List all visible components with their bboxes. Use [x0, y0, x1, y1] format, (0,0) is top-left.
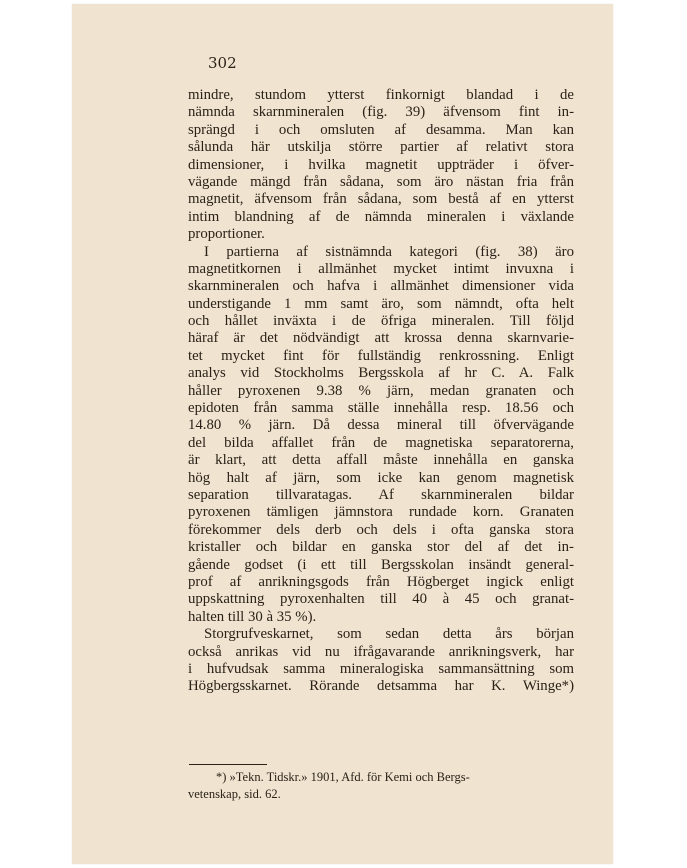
text-line: separation tillvaratagas. Af skarnmineralen bildar: [188, 486, 574, 503]
text-line: också anrikas vid nu ifrågavarande anrikningsverk, har: [188, 643, 574, 660]
text-line: kristaller och bildar en ganska stor del af det in-: [188, 539, 574, 556]
footnote-rule: [189, 764, 267, 765]
page-number: 302: [208, 54, 237, 72]
text-line: nämnda skarnmineralen (fig. 39) äfvensom fint in-: [188, 104, 574, 121]
text-line: häraf är det nödvändigt att krossa denna skarnvarie-: [188, 330, 574, 347]
text-line: skarnmineralen och hafva i allmänhet dimensioner vida: [188, 278, 574, 295]
text-line: halten till 30 à 35 %).: [188, 608, 317, 625]
text-line: magnetitkornen i allmänhet mycket intimt invuxna i: [188, 260, 574, 277]
text-line: tet mycket fint för fullständig renkrossning. Enligt: [188, 347, 574, 364]
text-line: i hufvudsak samma mineralogiska sammansättning som: [188, 660, 574, 677]
text-line: sprängd i och omsluten af desamma. Man kan: [188, 121, 574, 138]
body-text: [188, 87, 574, 696]
text-line: uppskattning pyroxenhalten till 40 à 45 och granat-: [188, 591, 574, 608]
text-line: hög halt af järn, som icke kan genom magnetisk: [188, 469, 574, 486]
text-line: magnetit, äfvensom från sådana, som bestå af en ytterst: [188, 191, 574, 208]
text-line: proportioner.: [188, 226, 265, 243]
text-line: del bilda affallet från de magnetiska separatorerna,: [188, 434, 574, 451]
text-line: analys vid Stockholms Bergsskola af hr C. A. Falk: [188, 365, 574, 382]
text-line: 14.80 % järn. Då dessa mineral till öfvervägande: [188, 417, 574, 434]
text-line: förekommer dels derb och dels i ofta ganska stora: [188, 521, 574, 538]
text-line: intim blandning af de nämnda mineralen i växlande: [188, 208, 574, 225]
text-line: är klart, att detta affall måste innehålla en ganska: [188, 452, 574, 469]
text-line: pyroxenen tämligen jämnstora rundade korn. Granaten: [188, 504, 574, 521]
book-page: [72, 4, 613, 864]
footnote-line: *) »Tekn. Tidskr.» 1901, Afd. för Kemi och Bergs-: [216, 770, 470, 784]
text-line: understigande 1 mm samt äro, som nämndt, ofta helt: [188, 295, 574, 312]
text-line: prof af anrikningsgods från Högberget ingick enligt: [188, 573, 574, 590]
text-line: epidoten från samma ställe innehålla resp. 18.56 och: [188, 400, 574, 417]
text-line: Storgrufveskarnet, som sedan detta års början: [204, 626, 574, 643]
text-line: sålunda här utskilja större partier af relativt stora: [188, 139, 574, 156]
text-line: Högbergsskarnet. Rörande detsamma har K. Winge*): [188, 678, 574, 695]
text-line: vägande mängd från sådana, som äro nästan fria från: [188, 173, 574, 190]
footnote-line: vetenskap, sid. 62.: [188, 787, 281, 801]
text-line: I partierna af sistnämnda kategori (fig. 38) äro: [204, 243, 574, 260]
text-line: mindre, stundom ytterst finkornigt blandad i de: [188, 87, 574, 103]
text-line: dimensioner, i hvilka magnetit uppträder i öfver-: [188, 156, 574, 173]
footnote: [188, 769, 574, 803]
text-line: håller pyroxenen 9.38 % järn, medan granaten och: [188, 382, 574, 399]
text-line: gående godset (i ett till Bergsskolan insändt general-: [188, 556, 574, 573]
text-line: och hållet inväxta i de öfriga mineralen. Till följd: [188, 313, 574, 330]
